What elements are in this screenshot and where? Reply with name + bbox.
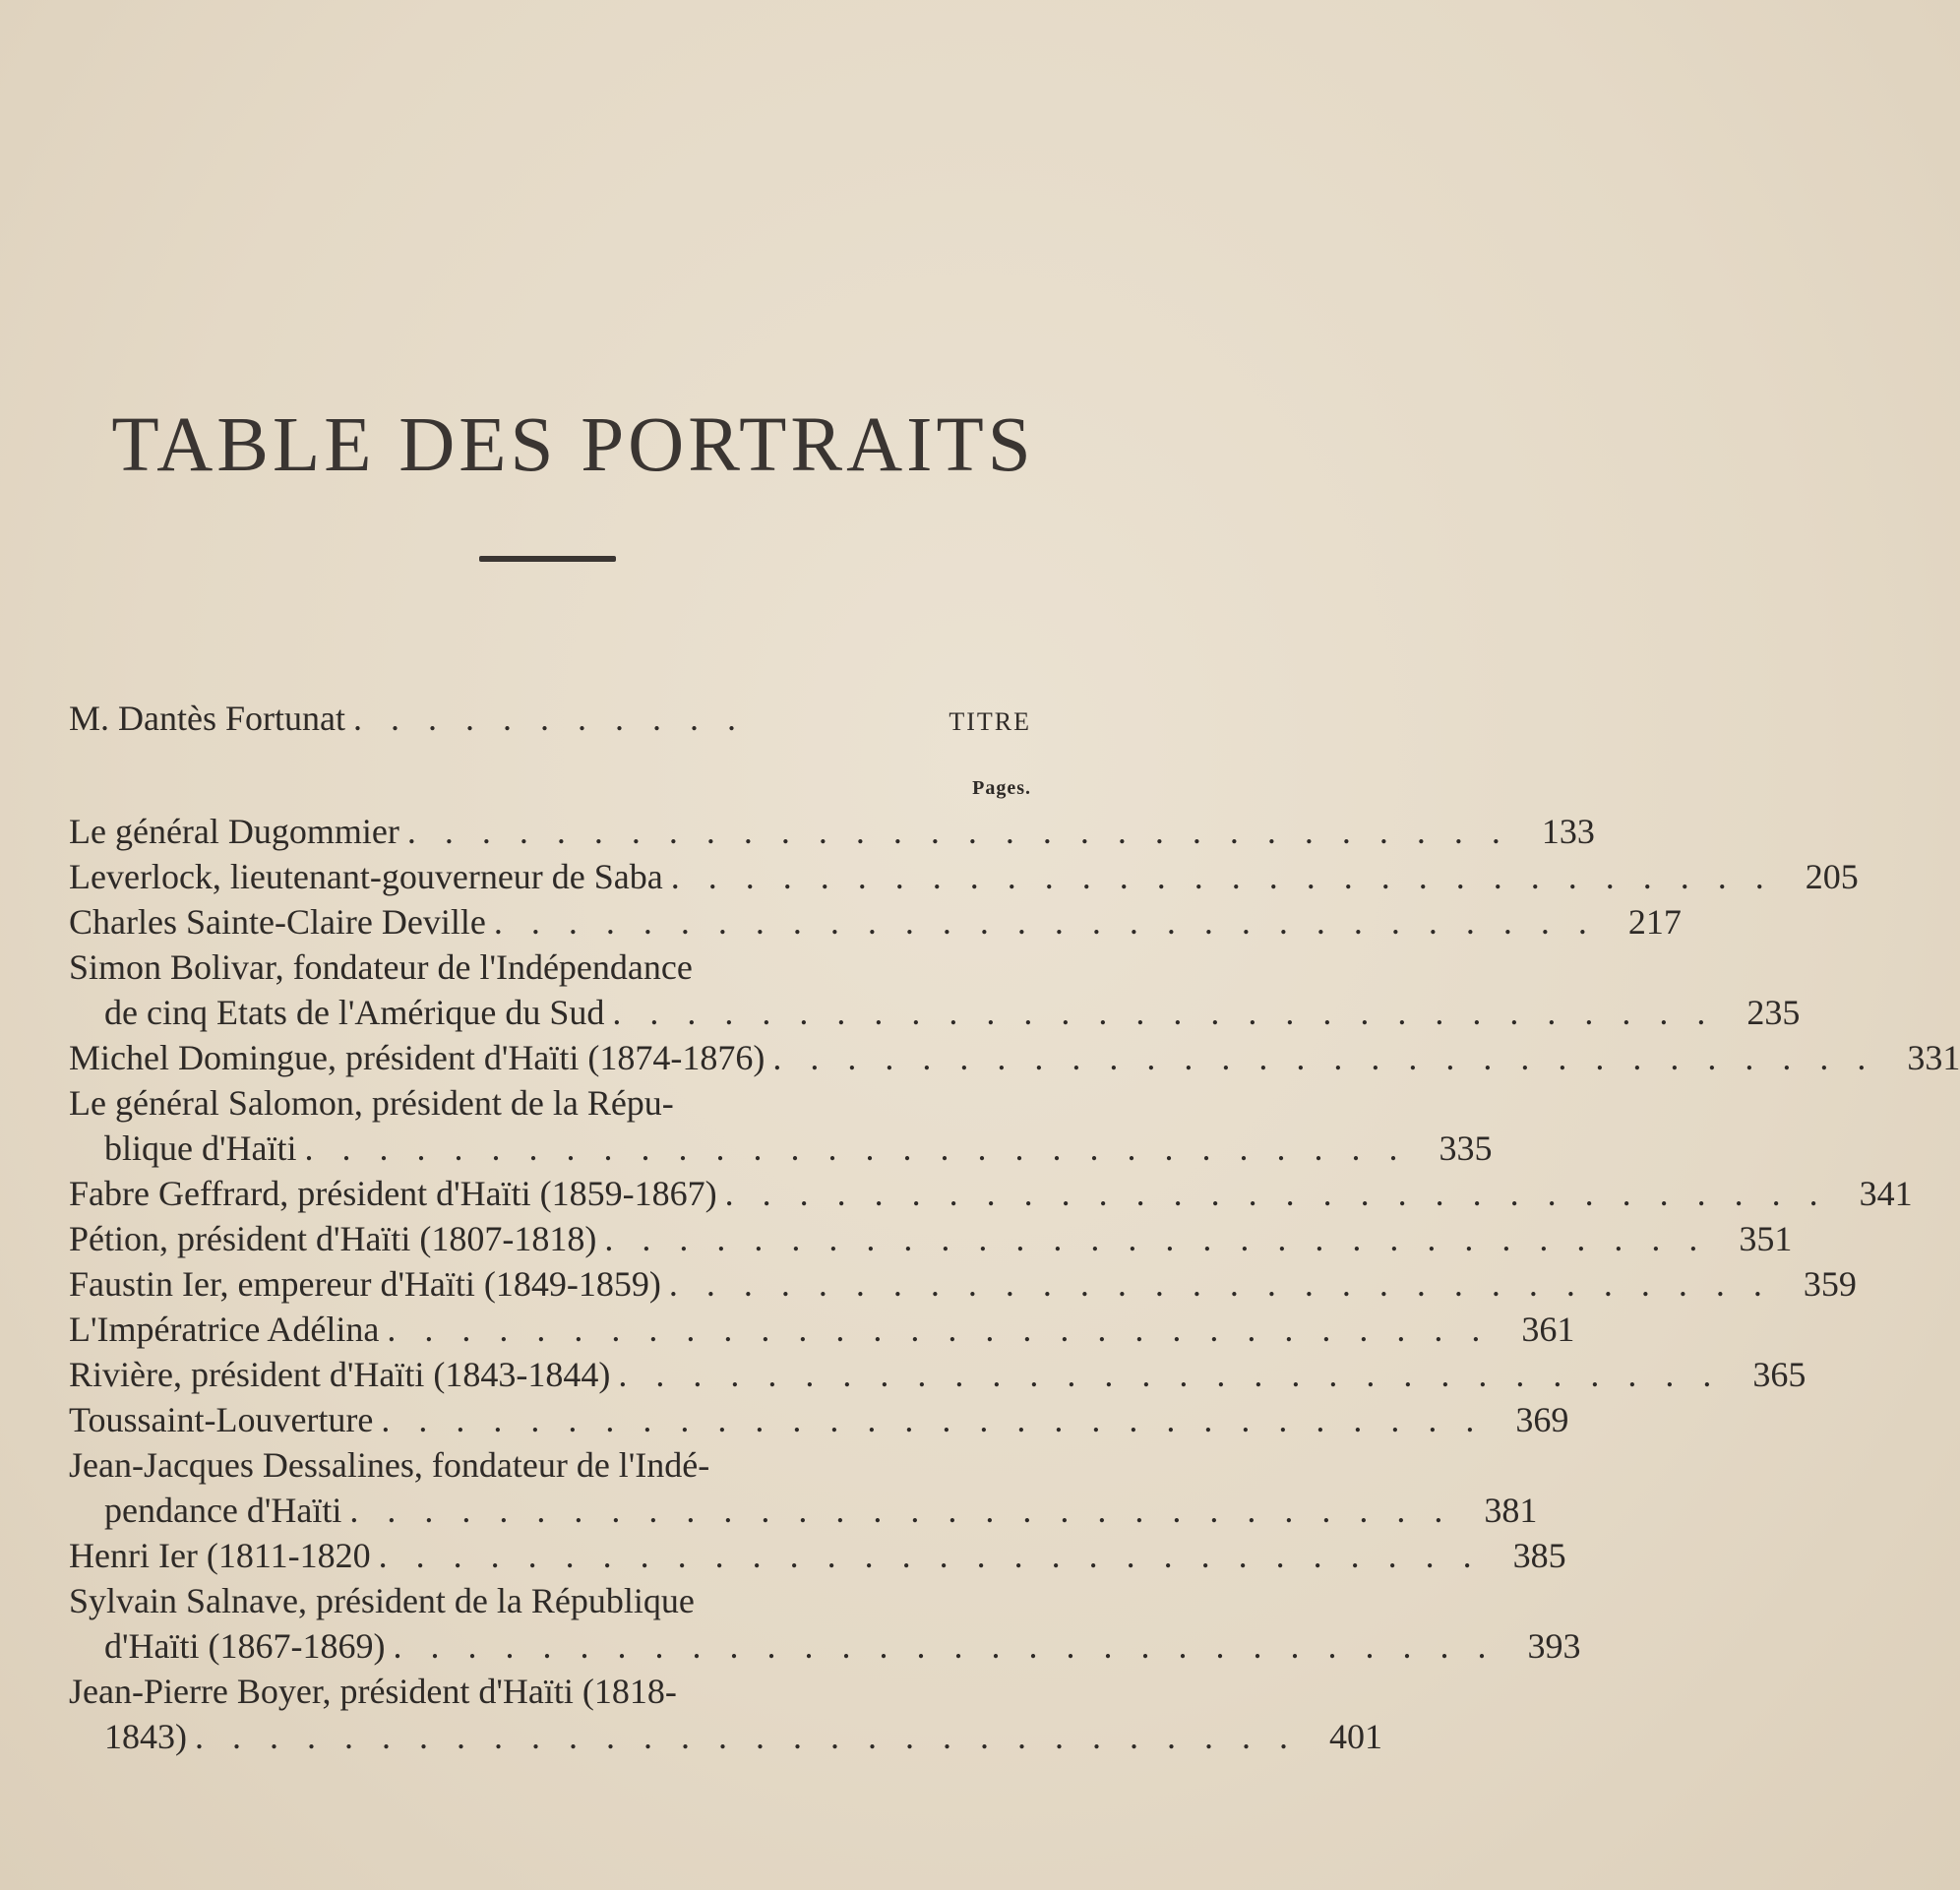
dot-leader: . . . . . . . . . . . . . . . . . . . . . . . . . . . . . . xyxy=(618,1355,1722,1394)
entry-text: de cinq Etats de l'Amérique du Sud xyxy=(104,993,605,1032)
portrait-entry xyxy=(69,1216,1793,1261)
dot-leader: . . . . . . . . . . . . . . . . . . . . . . . . . . . . . . xyxy=(195,1717,1298,1756)
portrait-entry xyxy=(69,1261,1857,1307)
entry-page-number: 217 xyxy=(1627,902,1682,942)
entry-text: Le général Dugommier xyxy=(69,812,399,851)
portrait-entry xyxy=(69,945,1801,1035)
entry-page-number: 385 xyxy=(1512,1536,1566,1575)
dot-leader: . . . . . . . . . . . xyxy=(352,699,746,738)
entry-text: pendance d'Haïti xyxy=(104,1491,342,1530)
portrait-entry xyxy=(69,1669,1382,1759)
entry-page-number: 365 xyxy=(1752,1355,1807,1394)
dot-leader: . . . . . . . . . . . . . . . . . . . . . . . . . . . . . . xyxy=(349,1491,1453,1530)
dot-leader: . . . . . . . . . . . . . . . . . . . . . . . . . . . . . . xyxy=(378,1536,1482,1575)
entry-page-number: 331 xyxy=(1907,1038,1960,1077)
entry-text: Jean-Jacques Dessalines, fondateur de l'Indé- xyxy=(69,1445,710,1485)
portrait-entry xyxy=(69,1035,1960,1080)
entry-page-number: 369 xyxy=(1515,1400,1569,1439)
portrait-entry xyxy=(69,899,1682,945)
entry-text: blique d'Haïti xyxy=(104,1128,297,1168)
portrait-entry xyxy=(69,1171,1913,1216)
entry-text: Toussaint-Louverture xyxy=(69,1400,374,1439)
dot-leader: . . . . . . . . . . . . . . . . . . . . . . . . . . . . . . xyxy=(393,1626,1497,1666)
entry-page-number: 341 xyxy=(1859,1174,1913,1213)
entry-text: L'Impératrice Adélina xyxy=(69,1310,380,1349)
portrait-entry xyxy=(69,1533,1566,1578)
entry-text: Pétion, président d'Haïti (1807-1818) xyxy=(69,1219,597,1258)
entry-text: Charles Sainte-Claire Deville xyxy=(69,902,486,942)
entry-page-number: 359 xyxy=(1803,1264,1857,1304)
entry-page-number: 401 xyxy=(1329,1717,1382,1756)
entry-page-number: 381 xyxy=(1484,1491,1538,1530)
dot-leader: . . . . . . . . . . . . . . . . . . . . . . . . . . . . . . xyxy=(406,812,1510,851)
entry-text: Jean-Pierre Boyer, président d'Haïti (1818- xyxy=(69,1672,677,1711)
dot-leader: . . . . . . . . . . . . . . . . . . . . . . . . . . . . . . xyxy=(772,1038,1876,1077)
entry-page-number: 393 xyxy=(1527,1626,1581,1666)
portrait-entry xyxy=(69,1080,1493,1171)
dot-leader: . . . . . . . . . . . . . . . . . . . . . . . . . . . . . . xyxy=(668,1264,1772,1304)
page-title: TABLE DES PORTRAITS xyxy=(111,402,1035,488)
frontispiece-page: TITRE xyxy=(949,707,1031,736)
portrait-entry xyxy=(69,1578,1581,1669)
entry-page-number: 335 xyxy=(1439,1128,1493,1168)
entry-text: Faustin Ier, empereur d'Haïti (1849-1859) xyxy=(69,1264,661,1304)
entry-text: Leverlock, lieutenant-gouverneur de Saba xyxy=(69,857,663,896)
entry-page-number: 361 xyxy=(1521,1310,1575,1349)
entry-text: Simon Bolivar, fondateur de l'Indépendance xyxy=(69,947,693,987)
portrait-entry xyxy=(69,1352,1807,1397)
portrait-entry xyxy=(69,1397,1569,1442)
portrait-entry xyxy=(69,1442,1538,1533)
entry-text: d'Haïti (1867-1869) xyxy=(104,1626,386,1666)
dot-leader: . . . . . . . . . . . . . . . . . . . . . . . . . . . . . . xyxy=(387,1310,1491,1349)
dot-leader: . . . . . . . . . . . . . . . . . . . . . . . . . . . . . . xyxy=(724,1174,1828,1213)
entry-page-number: 235 xyxy=(1746,993,1801,1032)
dot-leader: . . . . . . . . . . . . . . . . . . . . . . . . . . . . . . xyxy=(612,993,1716,1032)
pages-column-label: Pages. xyxy=(972,777,1031,799)
frontispiece-entry xyxy=(69,696,1031,741)
entry-text: Henri Ier (1811-1820 xyxy=(69,1536,371,1575)
portrait-entry xyxy=(69,1307,1575,1352)
dot-leader: . . . . . . . . . . . . . . . . . . . . . . . . . . . . . . xyxy=(604,1219,1708,1258)
entry-text: 1843) xyxy=(104,1717,187,1756)
dot-leader: . . . . . . . . . . . . . . . . . . . . . . . . . . . . . . xyxy=(304,1128,1408,1168)
entry-text: Rivière, président d'Haïti (1843-1844) xyxy=(69,1355,611,1394)
portrait-entry xyxy=(69,854,1859,899)
dot-leader: . . . . . . . . . . . . . . . . . . . . . . . . . . . . . . xyxy=(381,1400,1485,1439)
title-rule xyxy=(479,556,616,562)
portrait-entry xyxy=(69,809,1595,854)
entry-page-number: 133 xyxy=(1541,812,1595,851)
entry-text: Le général Salomon, président de la Répu- xyxy=(69,1083,674,1123)
entry-text: Michel Domingue, président d'Haïti (1874-1876) xyxy=(69,1038,766,1077)
frontispiece-label: M. Dantès Fortunat xyxy=(69,699,345,738)
entry-page-number: 351 xyxy=(1739,1219,1793,1258)
entry-page-number: 205 xyxy=(1805,857,1859,896)
entry-text: Fabre Geffrard, président d'Haïti (1859-1867) xyxy=(69,1174,717,1213)
dot-leader: . . . . . . . . . . . . . . . . . . . . . . . . . . . . . . xyxy=(670,857,1774,896)
entry-text: Sylvain Salnave, président de la République xyxy=(69,1581,695,1620)
dot-leader: . . . . . . . . . . . . . . . . . . . . . . . . . . . . . . xyxy=(493,902,1597,942)
